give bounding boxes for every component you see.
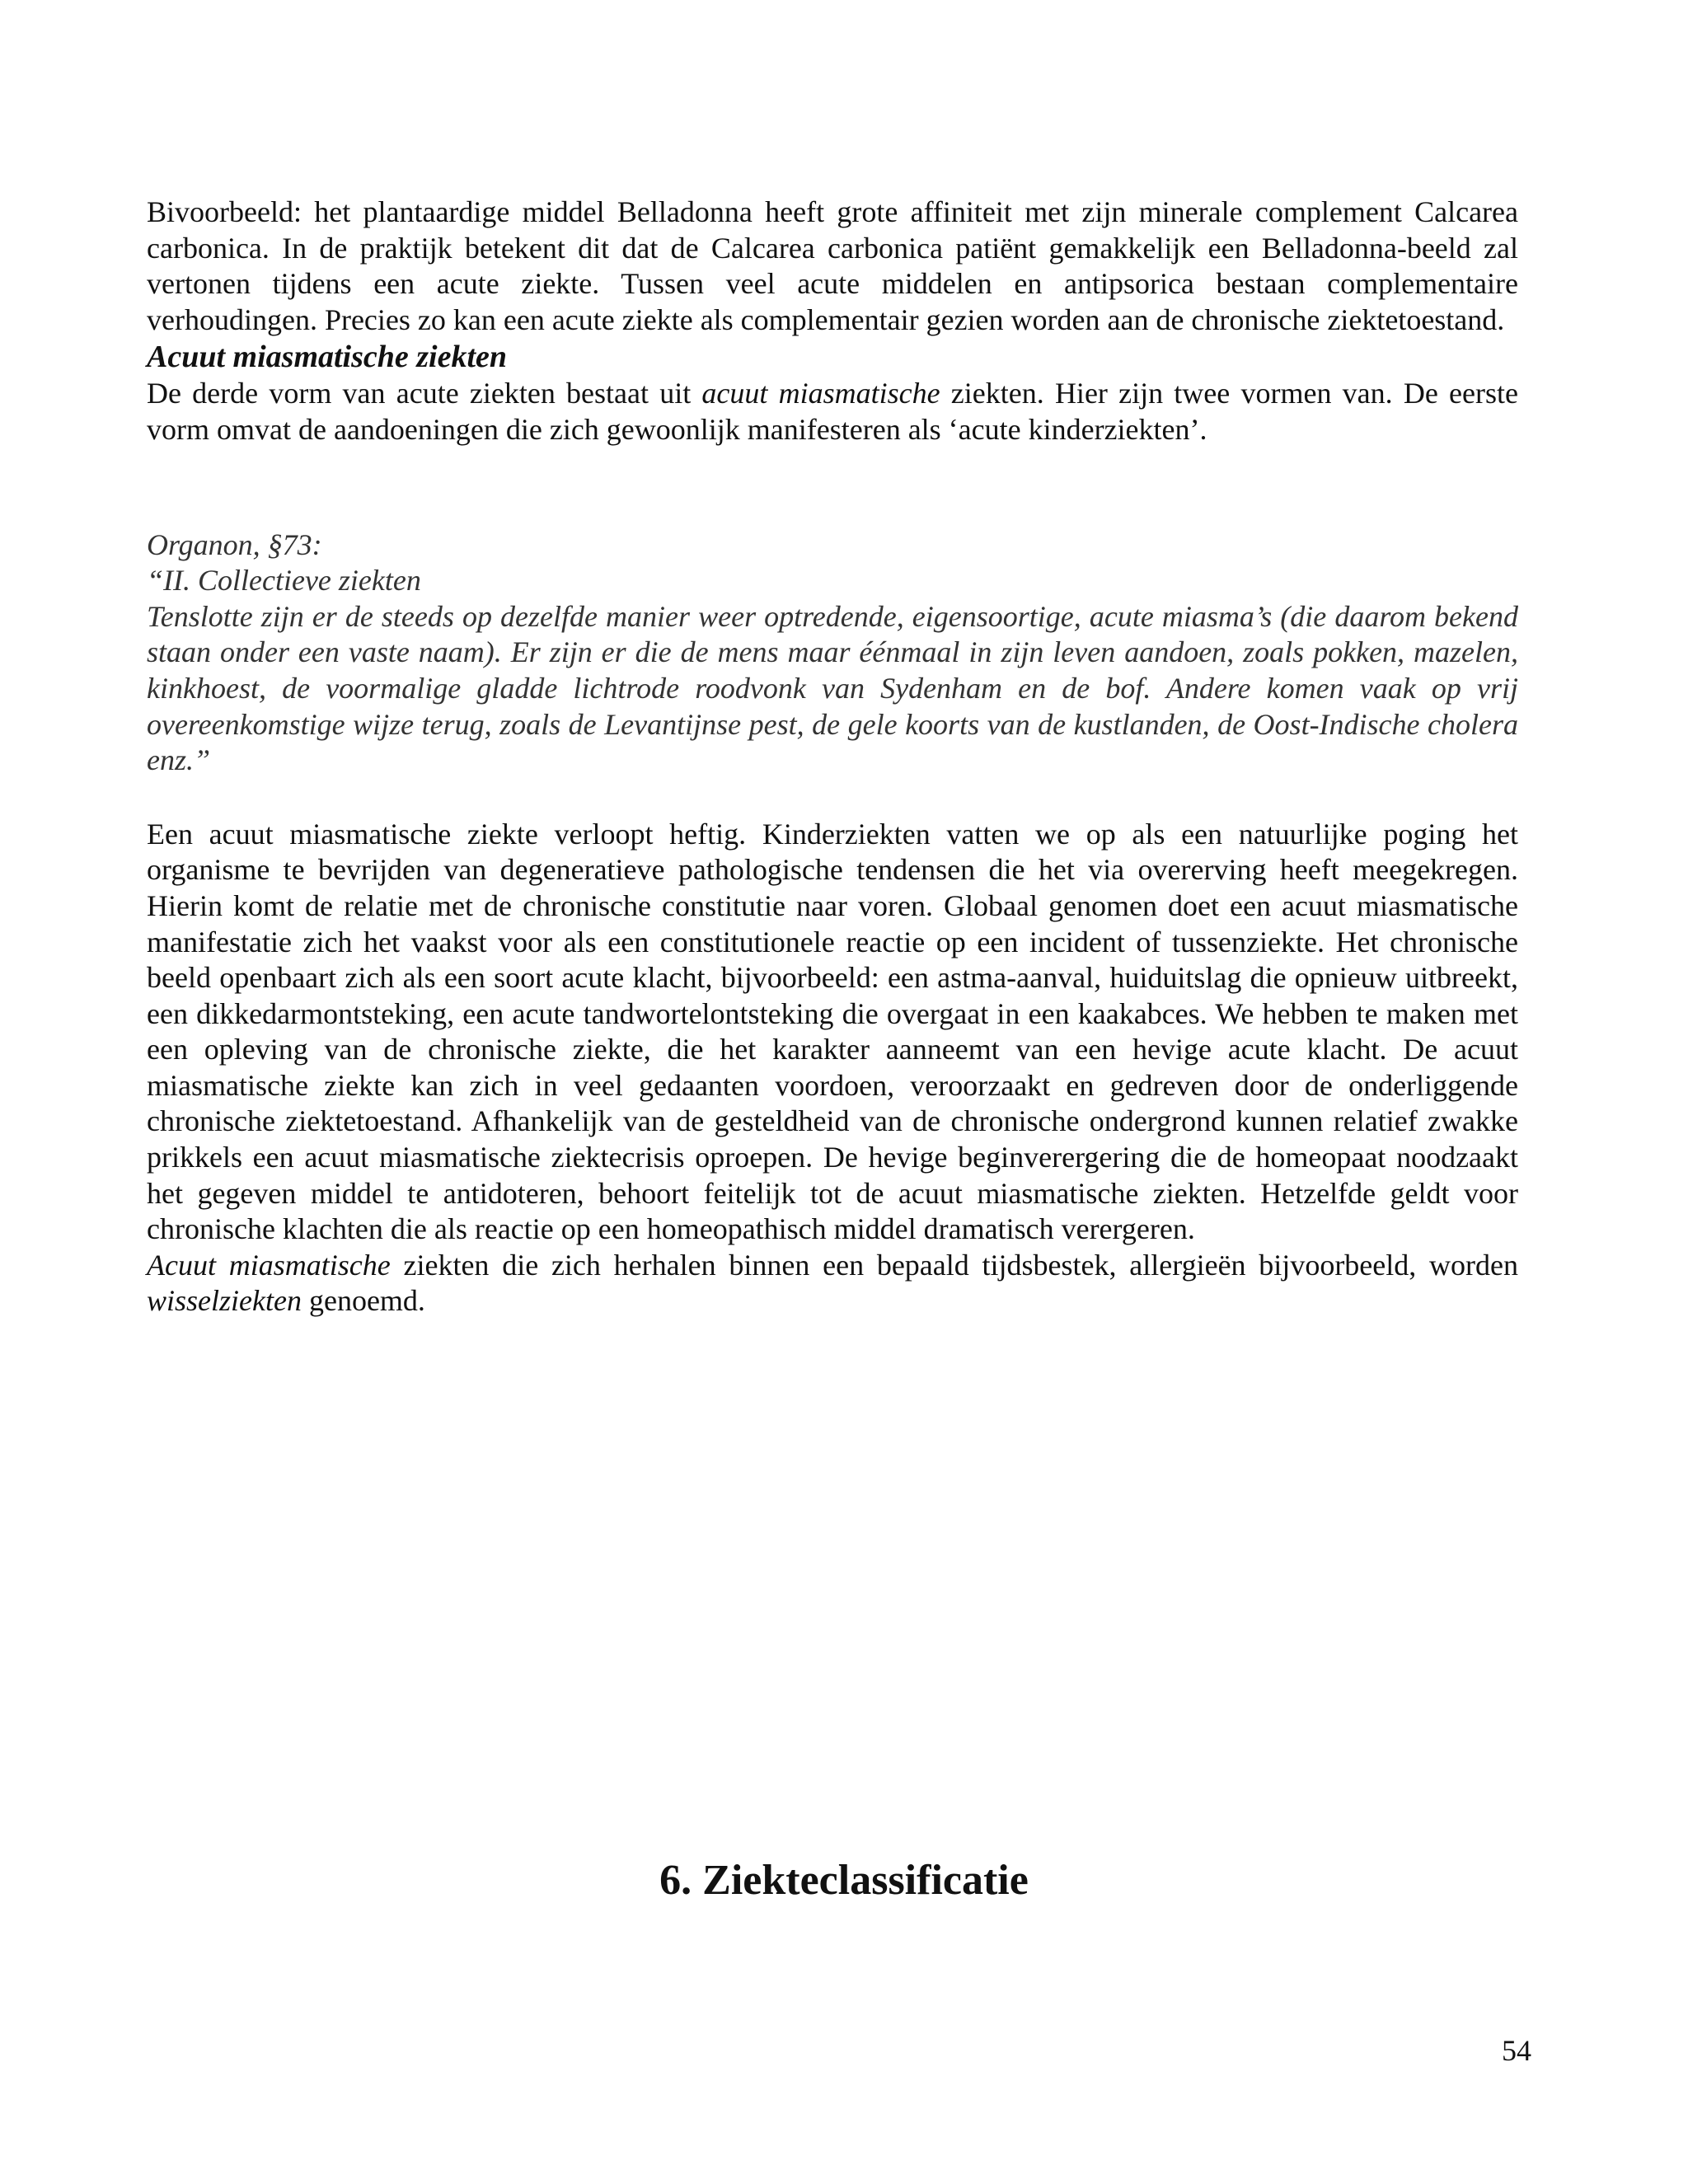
paragraph-belladonna: Bivoorbeeld: het plantaardige middel Belladonna heeft grote affiniteit met zijn minerale complement Calcarea carbonica. In de praktijk betekent dit dat de Calcarea carbonica patiënt gemakkelijk een Belladonna-beeld zal vertonen tijdens een acute ziekte. Tussen veel acute middelen en antipsorica bestaan complementaire verhoudingen. Precies zo kan een acute ziekte als complementair gezien worden aan de chronische ziektetoestand.: [147, 195, 1518, 336]
paragraph-third-form-emphasis: acuut miasmatische: [701, 377, 940, 410]
paragraph-third-form-after: ziekten. Hier zijn twee vormen van. De eerste vorm omvat de aandoeningen die zich gewoonlijk manifesteren als ‘acute kinderziekten’.: [147, 377, 1518, 446]
paragraph-wisselziekten-emphasis-2: wisselziekten: [147, 1284, 302, 1318]
spacer: [147, 779, 1518, 817]
paragraph-wisselziekten-middle: ziekten die zich herhalen binnen een bepaald tijdsbestek, allergieën bijvoorbeeld, worden: [390, 1248, 1518, 1282]
paragraph-third-form: [147, 376, 1518, 448]
paragraph-wisselziekten-emphasis-1: Acuut miasmatische: [147, 1248, 391, 1282]
quote-source: Organon, §73:: [147, 527, 322, 561]
spacer: [147, 448, 1518, 527]
quote-body: Tenslotte zijn er de steeds op dezelfde manier weer optredende, eigensoortige, acute miasma’s (die daarom bekend staan onder een vaste naam). Er zijn er die de mens maar éénmaal in zijn leven aandoen, zoals pokken, mazelen, kinkhoest, de voormalige gladde lichtrode roodvonk van Sydenham en de bof. Andere komen vaak op vrij overeenkomstige wijze terug, zoals de Levantijnse pest, de gele koorts van de kustlanden, de Oost-Indische cholera enz.”: [147, 599, 1518, 777]
paragraph-wisselziekten: [147, 1248, 1518, 1319]
quote-title: “II. Collectieve ziekten: [147, 564, 421, 598]
document-body: [147, 194, 1518, 1319]
chapter-title: 6. Ziekteclassificatie: [659, 1857, 1029, 1904]
section-heading: Acuut miasmatische ziekten: [147, 340, 508, 375]
organon-quote: [147, 527, 1518, 779]
paragraph-wisselziekten-end: genoemd.: [301, 1284, 425, 1318]
paragraph-acute-miasmatic: Een acuut miasmatische ziekte verloopt heftig. Kinderziekten vatten we op als een natuurlijke poging het organisme te bevrijden van degeneratieve pathologische tendensen die het via overerving heeft meegekregen. Hierin komt de relatie met de chronische constitutie naar voren. Globaal genomen doet een acuut miasmatische manifestatie zich het vaakst voor als een constitutionele reactie op een incident of tussenziekte. Het chronische beeld openbaart zich als een soort acute klacht, bijvoorbeeld: een astma-aanval, huiduitslag die opnieuw uitbreekt, een dikkedarmontsteking, een acute tandwortelontsteking die overgaat in een kaakabces. We hebben te maken met een opleving van de chronische ziekte, die het karakter aanneemt van een hevige acute klacht. De acuut miasmatische ziekte kan zich in veel gedaanten voordoen, veroorzaakt en gedreven door de onderliggende chronische ziektetoestand. Afhankelijk van de gesteldheid van de chronische ondergrond kunnen relatief zwakke prikkels een acuut miasmatische ziektecrisis oproepen. De hevige beginverergering die de homeopaat noodzaakt het gegeven middel te antidoteren, behoort feitelijk tot de acuut miasmatische ziekten. Hetzelfde geldt voor chronische klachten die als reactie op een homeopathisch middel dramatisch verergeren.: [147, 817, 1518, 1246]
paragraph-third-form-before: De derde vorm van acute ziekten bestaat uit: [147, 377, 702, 410]
page-number: 54: [1502, 2034, 1531, 2067]
